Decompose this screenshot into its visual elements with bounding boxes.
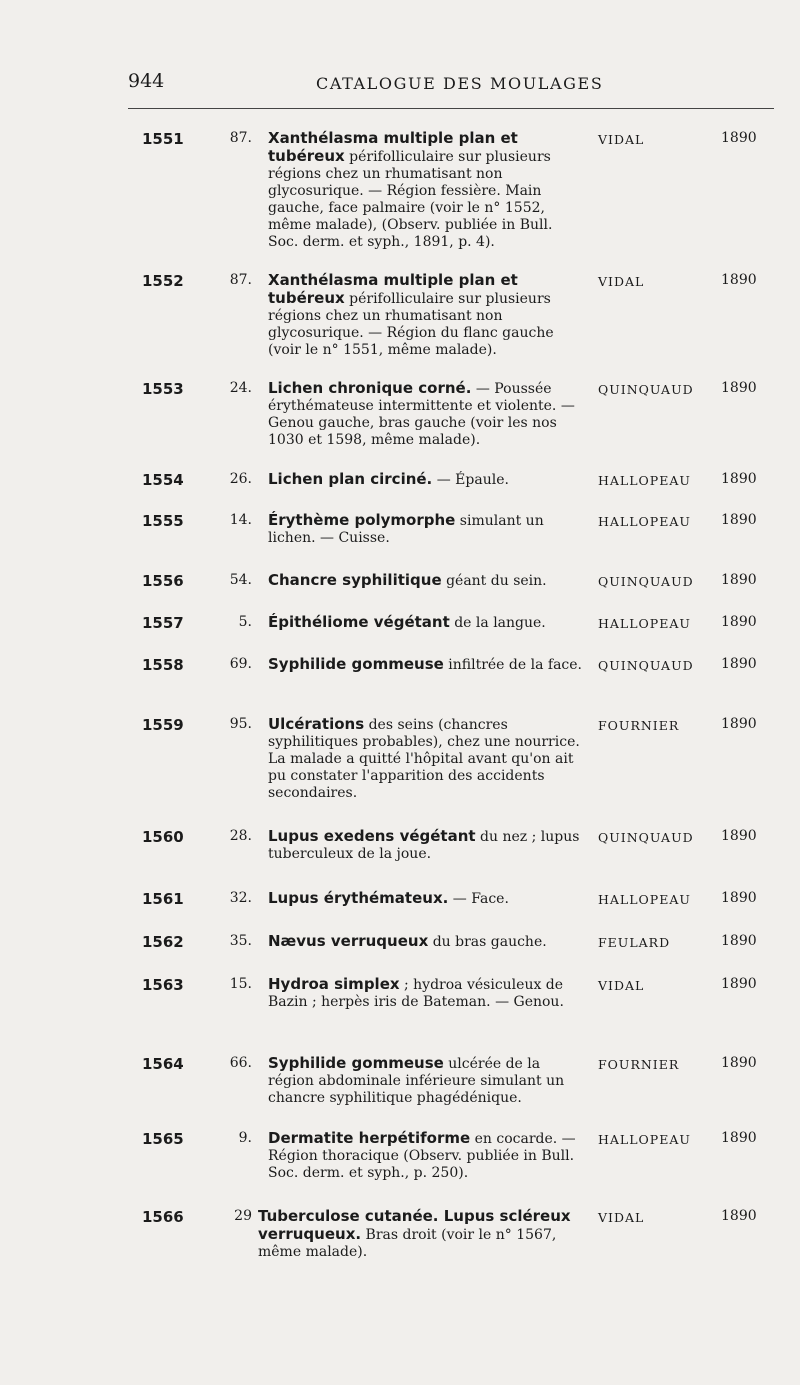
entry-description [268, 1055, 586, 1107]
entry-description [268, 572, 586, 590]
entry-title: Chancre syphilitique [268, 571, 442, 589]
entry-number: 1554 [142, 471, 184, 489]
entry-text: de la langue. [449, 615, 546, 631]
entry-title: Nævus verruqueux [268, 932, 429, 950]
entry-number: 1552 [142, 272, 184, 290]
entry-author: HALLOPEAU [598, 1132, 691, 1147]
entry-number: 1562 [142, 933, 184, 951]
entry-number: 1566 [142, 1208, 184, 1226]
entry-author: HALLOPEAU [598, 473, 691, 488]
case-number: 35. [229, 933, 252, 949]
entry-author: FOURNIER [598, 718, 680, 733]
entry-number: 1557 [142, 614, 184, 632]
entry-author: VIDAL [598, 978, 645, 993]
entry-year: 1890 [721, 512, 757, 528]
entry-year: 1890 [721, 572, 757, 588]
entry-text: — Face. [448, 891, 509, 907]
entry-number: 1556 [142, 572, 184, 590]
entry-title: Lichen plan circiné. [268, 470, 433, 488]
entry-description [268, 976, 586, 1011]
entry-year: 1890 [721, 272, 757, 288]
entry-author: VIDAL [598, 274, 645, 289]
entry-author: HALLOPEAU [598, 616, 691, 631]
entry-text: périfolliculaire sur plusieurs régions chez un rhumatisant non glycosurique. — Région du flanc gauche (voir le n° 1551, même malade). [268, 291, 554, 358]
entry-author: HALLOPEAU [598, 892, 691, 907]
entry-text: du bras gauche. [428, 934, 547, 950]
case-number: 32. [229, 890, 252, 906]
entry-text: — Épaule. [432, 472, 509, 488]
entry-number: 1561 [142, 890, 184, 908]
entry-text: ; hydroa vésiculeux de Bazin ; herpès iris de Bateman. — Genou. [268, 977, 564, 1010]
entry-author: QUINQUAUD [598, 830, 694, 845]
entry-description [268, 380, 586, 449]
entry-author: QUINQUAUD [598, 658, 694, 673]
entry-number: 1559 [142, 716, 184, 734]
entry-year: 1890 [721, 1055, 757, 1071]
entry-title: Érythème polymorphe [268, 511, 456, 529]
entry-year: 1890 [721, 976, 757, 992]
entry-description [258, 1208, 588, 1261]
case-number: 69. [229, 656, 252, 672]
case-number: 9. [238, 1130, 252, 1146]
entry-text: ulcérée de la région abdominale inférieure simulant un chancre syphilitique phagédénique. [268, 1056, 565, 1106]
entry-year: 1890 [721, 614, 757, 630]
page-number: 944 [128, 70, 165, 92]
entry-year: 1890 [721, 828, 757, 844]
entry-author: VIDAL [598, 132, 645, 147]
case-number: 29 [234, 1208, 252, 1224]
entry-title: Lichen chronique corné. [268, 379, 472, 397]
case-number: 15. [229, 976, 252, 992]
entry-year: 1890 [721, 716, 757, 732]
entry-title: Lupus érythémateux. [268, 889, 449, 907]
entry-year: 1890 [721, 890, 757, 906]
entry-number: 1563 [142, 976, 184, 994]
header-rule [128, 108, 774, 109]
entry-description [268, 130, 586, 251]
entry-number: 1564 [142, 1055, 184, 1073]
entry-number: 1553 [142, 380, 184, 398]
entry-title: Tuberculose cutanée. Lupus scléreux verruqueux. [258, 1207, 571, 1243]
entry-text: infiltrée de la face. [443, 657, 582, 673]
entry-author: QUINQUAUD [598, 574, 694, 589]
case-number: 26. [229, 471, 252, 487]
entry-title: Épithéliome végétant [268, 613, 450, 631]
entry-title: Xanthélasma multiple plan et tubéreux [268, 129, 518, 165]
entry-author: HALLOPEAU [598, 514, 691, 529]
entry-text: en cocarde. — Région thoracique (Observ. publiée in Bull. Soc. derm. et syph., p. 250). [268, 1131, 576, 1181]
entry-title: Syphilide gommeuse [268, 1054, 444, 1072]
entry-year: 1890 [721, 1130, 757, 1146]
entry-title: Lupus exedens végétant [268, 827, 476, 845]
entry-text: simulant un lichen. — Cuisse. [268, 513, 544, 546]
case-number: 28. [229, 828, 252, 844]
entry-year: 1890 [721, 1208, 757, 1224]
entry-description [268, 272, 586, 359]
entry-year: 1890 [721, 130, 757, 146]
entry-number: 1565 [142, 1130, 184, 1148]
entry-author: QUINQUAUD [598, 382, 694, 397]
entry-text: Bras droit (voir le n° 1567, même malade). [258, 1227, 557, 1260]
entry-number: 1560 [142, 828, 184, 846]
running-title: CATALOGUE DES MOULAGES [316, 74, 604, 93]
entry-title: Syphilide gommeuse [268, 655, 444, 673]
entry-title: Hydroa simplex [268, 975, 400, 993]
entry-description [268, 471, 586, 489]
entry-description [268, 656, 586, 674]
case-number: 14. [229, 512, 252, 528]
entry-description [268, 1130, 586, 1182]
entry-text: du nez ; lupus tuberculeux de la joue. [268, 829, 580, 862]
entry-description [268, 933, 586, 951]
case-number: 95. [229, 716, 252, 732]
entry-number: 1551 [142, 130, 184, 148]
entry-year: 1890 [721, 656, 757, 672]
entry-number: 1558 [142, 656, 184, 674]
entry-text: périfolliculaire sur plusieurs régions chez un rhumatisant non glycosurique. — Région fessière. Main gauche, face palmaire (voir le n° 1552, même malade), (Observ. publiée in Bull. Soc. derm. et syph., 1891, p. 4). [268, 149, 553, 250]
entry-text: des seins (chancres syphilitiques probables), chez une nourrice. La malade a quitté l'hôpital avant qu'on ait pu constater l'apparition des accidents secondaires. [268, 717, 580, 801]
case-number: 54. [229, 572, 252, 588]
entry-year: 1890 [721, 380, 757, 396]
entry-description [268, 828, 586, 863]
entry-title: Xanthélasma multiple plan et tubéreux [268, 271, 518, 307]
entry-year: 1890 [721, 471, 757, 487]
entry-description [268, 614, 586, 632]
entry-author: FEULARD [598, 935, 671, 950]
case-number: 87. [229, 130, 252, 146]
entry-title: Ulcérations [268, 715, 365, 733]
case-number: 5. [238, 614, 252, 630]
entry-description [268, 890, 586, 908]
case-number: 66. [229, 1055, 252, 1071]
entry-text: géant du sein. [441, 573, 547, 589]
case-number: 24. [229, 380, 252, 396]
page-header [128, 70, 773, 100]
entry-author: FOURNIER [598, 1057, 680, 1072]
case-number: 87. [229, 272, 252, 288]
entry-author: VIDAL [598, 1210, 645, 1225]
entry-year: 1890 [721, 933, 757, 949]
entry-description [268, 716, 586, 802]
entry-title: Dermatite herpétiforme [268, 1129, 471, 1147]
entry-text: — Poussée érythémateuse intermittente et violente. — Genou gauche, bras gauche (voir les nos 1030 et 1598, même malade). [268, 381, 575, 448]
entry-number: 1555 [142, 512, 184, 530]
entry-description [268, 512, 586, 547]
